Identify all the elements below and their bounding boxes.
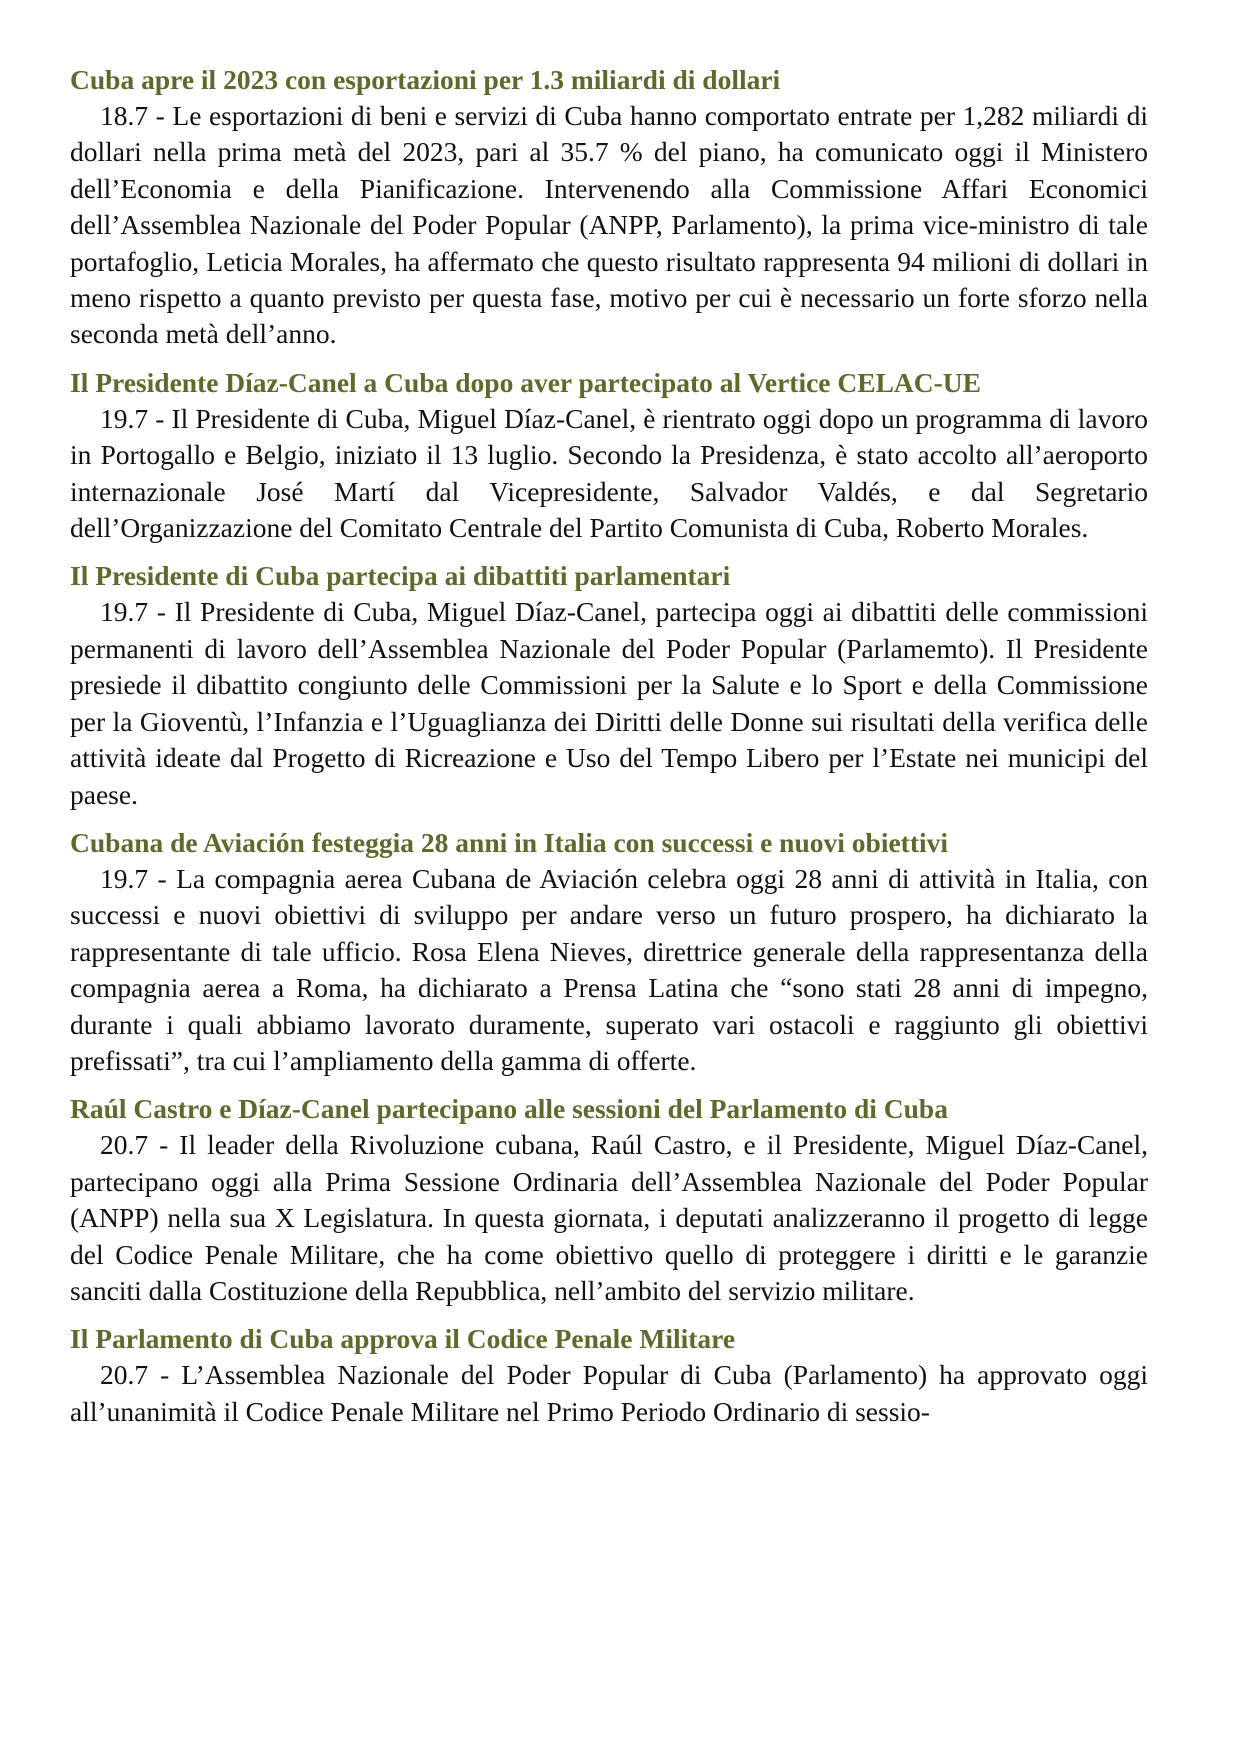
news-item-military-code bbox=[70, 1321, 1148, 1430]
news-item-president-return bbox=[70, 365, 1148, 547]
news-item-cubana-aviacion bbox=[70, 825, 1148, 1079]
document-page bbox=[70, 62, 1148, 1442]
news-item-parliament-sessions bbox=[70, 1091, 1148, 1309]
news-headline: Cubana de Aviación festeggia 28 anni in Italia con successi e nuovi obiettivi bbox=[70, 826, 949, 858]
news-body: 19.7 - Il Presidente di Cuba, Miguel Díaz-Canel, partecipa oggi ai dibattiti delle commissioni permanenti di lavoro dell’Assemblea Nazionale del Poder Popular (Parlamemto). Il Presidente presiede il dibattito congiunto delle Commissioni per la Salute e lo Sport e della Commissione per la Gioventù, l’Infanzia e l’Uguaglianza dei Diritti delle Donne sui risultati della verifica delle attività ideate dal Progetto di Ricreazione e Uso del Tempo Libero per l’Estate nei municipi del paese. bbox=[70, 596, 1148, 810]
news-body: 20.7 - Il leader della Rivoluzione cubana, Raúl Castro, e il Presidente, Miguel Díaz-Canel, partecipano oggi alla Prima Sessione Ordinaria dell’Assemblea Nazionale del Poder Popular (ANPP) nella sua X Legislatura. In questa giornata, i deputati analizzeranno il progetto di legge del Codice Penale Militare, che ha come obiettivo quello di proteggere i diritti e le garanzie sanciti dalla Costituzione della Repubblica, nell’ambito del servizio militare. bbox=[70, 1129, 1148, 1306]
news-headline: Raúl Castro e Díaz-Canel partecipano alle sessioni del Parlamento di Cuba bbox=[70, 1093, 948, 1125]
news-headline: Il Parlamento di Cuba approva il Codice Penale Militare bbox=[70, 1323, 736, 1355]
news-headline: Il Presidente di Cuba partecipa ai dibattiti parlamentari bbox=[70, 560, 731, 592]
news-body: 18.7 - Le esportazioni di beni e servizi di Cuba hanno comportato entrate per 1,282 miliardi di dollari nella prima metà del 2023, pari al 35.7 % del piano, ha comunicato oggi il Ministero dell’Economia e della Pianificazione. Intervenendo alla Commissione Affari Economici dell’Assemblea Nazionale del Poder Popular (ANPP, Parlamento), la prima vice-ministro di tale portafoglio, Leticia Morales, ha affermato che questo risultato rappresenta 94 milioni di dollari in meno rispetto a quanto previsto per questa fase, motivo per cui è necessario un forte sforzo nella seconda metà dell’anno. bbox=[70, 100, 1148, 350]
news-body: 19.7 - La compagnia aerea Cubana de Aviación celebra oggi 28 anni di attività in Italia, con successi e nuovi obiettivi di sviluppo per andare verso un futuro prospero, ha dichiarato la rappresentante di tale ufficio. Rosa Elena Nieves, direttrice generale della rappresentanza della compagnia aerea a Roma, ha dichiarato a Prensa Latina che “sono stati 28 anni di impegno, durante i quali abbiamo lavorato duramente, superato vari ostacoli e raggiunto gli obiettivi prefissati”, tra cui l’ampliamento della gamma di offerte. bbox=[70, 862, 1148, 1076]
news-body: 19.7 - Il Presidente di Cuba, Miguel Díaz-Canel, è rientrato oggi dopo un programma di lavoro in Portogallo e Belgio, iniziato il 13 luglio. Secondo la Presidenza, è stato accolto all’aeroporto internazionale José Martí dal Vicepresidente, Salvador Valdés, e dal Segretario dell’Organizzazione del Comitato Centrale del Partito Comunista di Cuba, Roberto Morales. bbox=[70, 402, 1148, 544]
news-item-exports bbox=[70, 62, 1148, 353]
news-body: 20.7 - L’Assemblea Nazionale del Poder Popular di Cuba (Parlamento) ha approvato oggi all’unanimità il Codice Penale Militare nel Primo Periodo Ordinario di sessio- bbox=[70, 1359, 1148, 1427]
news-headline: Il Presidente Díaz-Canel a Cuba dopo aver partecipato al Vertice CELAC-UE bbox=[70, 366, 982, 398]
news-item-parliament-debates bbox=[70, 558, 1148, 812]
news-headline: Cuba apre il 2023 con esportazioni per 1.3 miliardi di dollari bbox=[70, 64, 781, 95]
